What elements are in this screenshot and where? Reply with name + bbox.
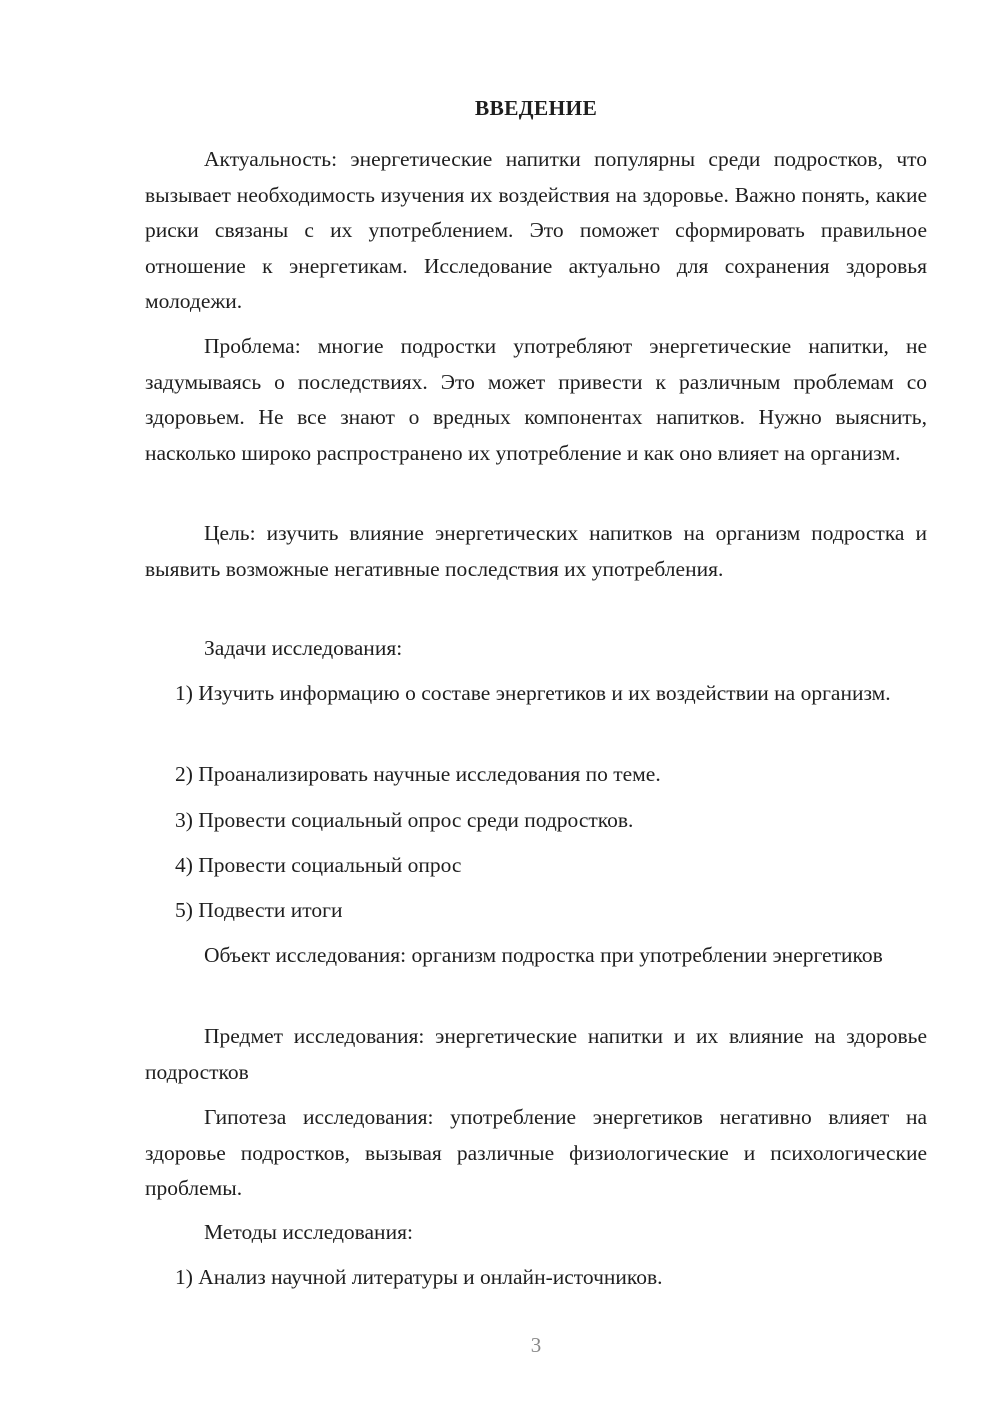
method-item-1: 1) Анализ научной литературы и онлайн-источников. <box>175 1265 663 1289</box>
task-item-5: 5) Подвести итоги <box>175 898 343 922</box>
paragraph-hypothesis: Гипотеза исследования: употребление энергетиков негативно влияет на здоровье подростков, вызывая различные физиологические и психологические проблемы. <box>145 1105 927 1200</box>
methods-heading: Методы исследования: <box>204 1220 413 1244</box>
page-number: 3 <box>530 1333 542 1357</box>
task-item-3: 3) Провести социальный опрос среди подростков. <box>175 808 634 832</box>
paragraph-object: Объект исследования: организм подростка при употреблении энергетиков <box>204 943 883 967</box>
page-title: ВВЕДЕНИЕ <box>474 96 598 120</box>
paragraph-goal: Цель: изучить влияние энергетических напитков на организм подростка и выявить возможные негативные последствия их употребления. <box>145 521 927 581</box>
task-item-2: 2) Проанализировать научные исследования по теме. <box>175 762 661 786</box>
tasks-heading: Задачи исследования: <box>204 636 403 660</box>
paragraph-relevance: Актуальность: энергетические напитки популярны среди подростков, что вызывает необходимость изучения их воздействия на здоровье. Важно понять, какие риски связаны с их употреблением. Это поможет сформировать правильное отношение к энергетикам. Исследование актуально для сохранения здоровья молодежи. <box>145 147 927 313</box>
paragraph-problem: Проблема: многие подростки употребляют энергетические напитки, не задумываясь о последствиях. Это может привести к различным проблемам со здоровьем. Не все знают о вредных компонентах напитков. Нужно выяснить, насколько широко распространено их употребление и как оно влияет на организм. <box>145 334 927 465</box>
task-item-1: 1) Изучить информацию о составе энергетиков и их воздействии на организм. <box>175 681 891 705</box>
paragraph-subject: Предмет исследования: энергетические напитки и их влияние на здоровье подростков <box>145 1024 927 1084</box>
task-item-4: 4) Провести социальный опрос <box>175 853 462 877</box>
